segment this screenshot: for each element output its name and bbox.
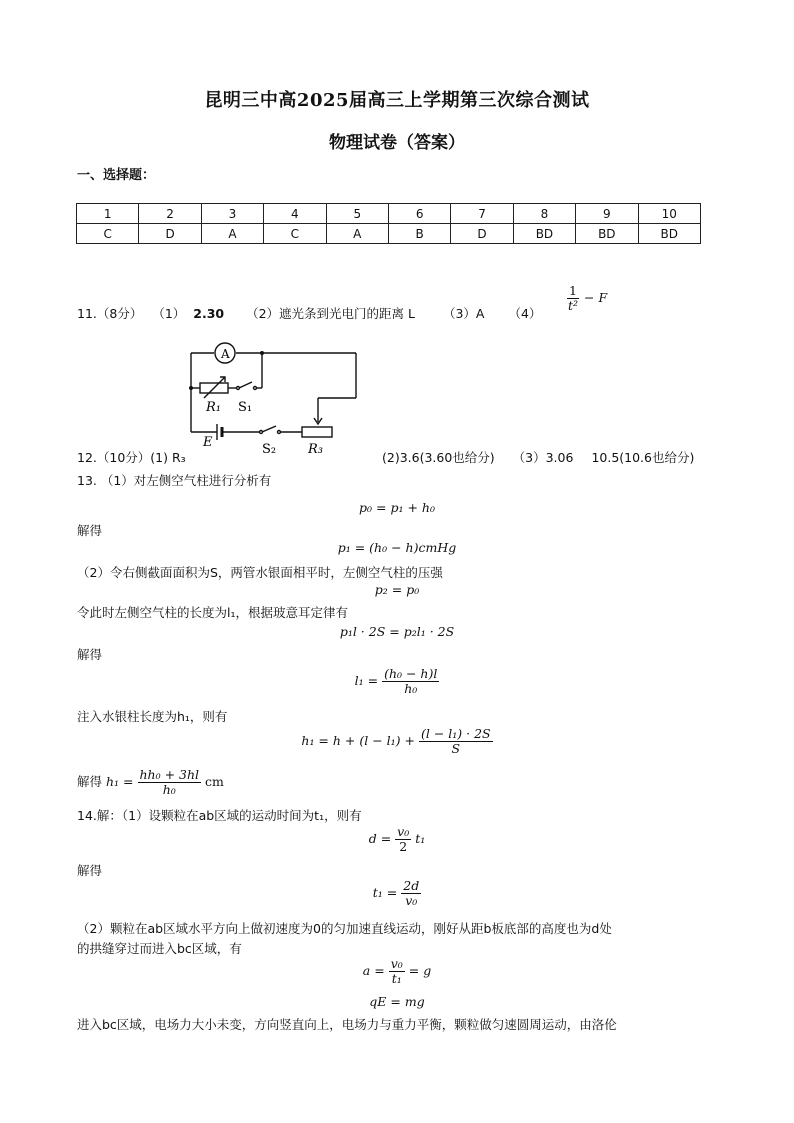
q13-eq5-frac bbox=[382, 667, 439, 696]
q13-eq6-num: (l − l₁) · 2S bbox=[420, 726, 491, 741]
q12-part3: （3）3.06 bbox=[512, 450, 574, 465]
q14-eq2-num: 2d bbox=[403, 878, 420, 893]
q13-eq6-lhs: h₁ = h + (l − l₁) + bbox=[301, 732, 415, 748]
q11-value1: 2.30 bbox=[193, 306, 225, 321]
answer-table-answer-cell: A bbox=[326, 224, 388, 244]
answer-table-number-cell: 2 bbox=[139, 204, 201, 224]
answer-table-number-cell: 1 bbox=[77, 204, 139, 224]
answer-table-answer-cell: BD bbox=[638, 224, 700, 244]
q13-eq7-unit: cm bbox=[205, 773, 224, 789]
q14-eq4: qE = mg bbox=[369, 994, 425, 1009]
q13-eq4: p₁l · 2S = p₂l₁ · 2S bbox=[339, 624, 455, 639]
q14-part2-line2: 的拱缝穿过而进入bc区域，有 bbox=[77, 941, 242, 956]
q13-eq2: p₁ = (h₀ − h)cmHg bbox=[337, 540, 457, 555]
q14-eq2-den: v₀ bbox=[405, 892, 418, 908]
q14-eq1-lhs: d = bbox=[368, 830, 392, 846]
answer-table-number-cell: 9 bbox=[576, 204, 638, 224]
q13-eq1: p₀ = p₁ + h₀ bbox=[359, 500, 435, 515]
page-title: 昆明三中高2025届高三上学期第三次综合测试 bbox=[204, 90, 590, 111]
q13-eq3: p₂ = p₀ bbox=[374, 582, 420, 597]
q13-eq7-lhs: h₁ = bbox=[106, 773, 134, 789]
q13-eq7-den: h₀ bbox=[162, 781, 176, 797]
q14-last-line: 进入bc区域，电场力大小未变，方向竖直向上，电场力与重力平衡，颗粒做匀速圆周运动，由洛伦 bbox=[77, 1017, 617, 1032]
q14-eq3-tail: = g bbox=[408, 962, 432, 978]
q14-eq1-num: v₀ bbox=[397, 824, 410, 839]
q13-eq7-num: hh₀ + 3hl bbox=[139, 767, 200, 782]
q14-eq1-den: 2 bbox=[399, 838, 408, 854]
q11-label: 11.（8分） bbox=[77, 306, 143, 321]
q13-solve2: 解得 bbox=[77, 647, 103, 662]
q11-line bbox=[77, 304, 541, 322]
q11-part4: （4） bbox=[508, 306, 542, 321]
q13-intro: 13. （1）对左侧空气柱进行分析有 bbox=[77, 473, 272, 488]
q13-length-text: 令此时左侧空气柱的长度为l₁，根据玻意耳定律有 bbox=[77, 605, 348, 620]
q13-eq7 bbox=[77, 768, 224, 797]
q14-eq2-frac bbox=[401, 879, 421, 908]
answer-table-answer-cell: BD bbox=[513, 224, 575, 244]
answer-table-number-cell: 10 bbox=[638, 204, 700, 224]
q14-intro: 14.解：（1）设颗粒在ab区域的运动时间为t₁，则有 bbox=[77, 808, 362, 823]
answer-table-answer-cell: C bbox=[77, 224, 139, 244]
answer-table-answer-cell: C bbox=[264, 224, 326, 244]
q14-eq1-tail: t₁ bbox=[415, 830, 426, 846]
q14-eq3-num: v₀ bbox=[390, 956, 403, 971]
q13-eq6-frac bbox=[419, 727, 493, 756]
q13-inject: 注入水银柱长度为h₁，则有 bbox=[77, 709, 228, 724]
circuit-diagram bbox=[180, 340, 370, 465]
q14-eq3-lhs: a = bbox=[362, 962, 385, 978]
answer-table-answer-cell: B bbox=[388, 224, 450, 244]
circuit-e-label: E bbox=[203, 435, 213, 450]
q14-eq3 bbox=[0, 957, 794, 986]
circuit-s1-label: S₁ bbox=[238, 400, 253, 415]
q13-part2: （2）令右侧截面面积为S，两管水银面相平时，左侧空气柱的压强 bbox=[77, 565, 443, 580]
q11-part3: （3）A bbox=[442, 306, 485, 321]
answer-table-number-cell: 4 bbox=[264, 204, 326, 224]
q12-answers bbox=[382, 448, 694, 466]
q14-solve1: 解得 bbox=[77, 863, 103, 878]
answer-table-number-cell: 7 bbox=[451, 204, 513, 224]
q12-label: 12.（10分）(1) R₃ bbox=[77, 450, 186, 465]
circuit-r3-label: R₃ bbox=[308, 442, 323, 457]
answer-table-number-cell: 6 bbox=[388, 204, 450, 224]
answer-table-number-cell: 5 bbox=[326, 204, 388, 224]
q12-part2: (2)3.6(3.60也给分) bbox=[382, 450, 495, 465]
circuit-s2-label: S₂ bbox=[262, 442, 277, 457]
q14-eq3-den: t₁ bbox=[391, 970, 402, 986]
q14-eq2-lhs: t₁ = bbox=[372, 884, 398, 900]
q14-eq2 bbox=[0, 879, 794, 908]
q11-frac-num: 1 bbox=[569, 283, 577, 298]
q14-eq1-frac bbox=[395, 825, 411, 854]
circuit-ammeter-label: A bbox=[221, 347, 230, 361]
q11-fraction bbox=[566, 284, 580, 313]
q11-frac-tail: − F bbox=[584, 289, 608, 305]
q13-solve3: 解得 bbox=[77, 773, 103, 789]
q11-part2: （2）遮光条到光电门的距离 L bbox=[246, 306, 415, 321]
q13-eq5 bbox=[0, 667, 794, 696]
q14-eq1 bbox=[0, 825, 794, 854]
answer-table-answer-cell: D bbox=[139, 224, 201, 244]
answer-table-answer-row bbox=[77, 224, 701, 244]
answer-table-number-cell: 8 bbox=[513, 204, 575, 224]
q13-eq6 bbox=[0, 727, 794, 756]
answer-table-number-row bbox=[77, 204, 701, 224]
answer-table-answer-cell: BD bbox=[576, 224, 638, 244]
q13-eq5-lhs: l₁ = bbox=[354, 672, 379, 688]
q12-part4: 10.5(10.6也给分) bbox=[591, 450, 695, 465]
q13-eq5-num: (h₀ − h)l bbox=[384, 666, 438, 681]
answer-table-answer-cell: A bbox=[201, 224, 263, 244]
q14-part2-line1: （2）颗粒在ab区域水平方向上做初速度为0的匀加速直线运动，刚好从距b板底部的高度也为d处 bbox=[77, 921, 612, 936]
q13-eq7-frac bbox=[138, 768, 202, 797]
q13-eq5-den: h₀ bbox=[404, 680, 418, 696]
section-heading-choice: 一、选择题： bbox=[77, 168, 156, 183]
q11-frac-den: t² bbox=[568, 297, 579, 313]
q13-eq6-den: S bbox=[451, 740, 461, 756]
answer-table-number-cell: 3 bbox=[201, 204, 263, 224]
q14-eq3-frac bbox=[389, 957, 405, 986]
q13-solve1: 解得 bbox=[77, 523, 103, 538]
circuit-r1-label: R₁ bbox=[206, 400, 221, 415]
answer-table-answer-cell: D bbox=[451, 224, 513, 244]
answer-table bbox=[76, 203, 701, 244]
page-subtitle: 物理试卷（答案） bbox=[329, 133, 465, 153]
q11-formula bbox=[566, 284, 607, 313]
q11-part1: （1） bbox=[152, 306, 186, 321]
